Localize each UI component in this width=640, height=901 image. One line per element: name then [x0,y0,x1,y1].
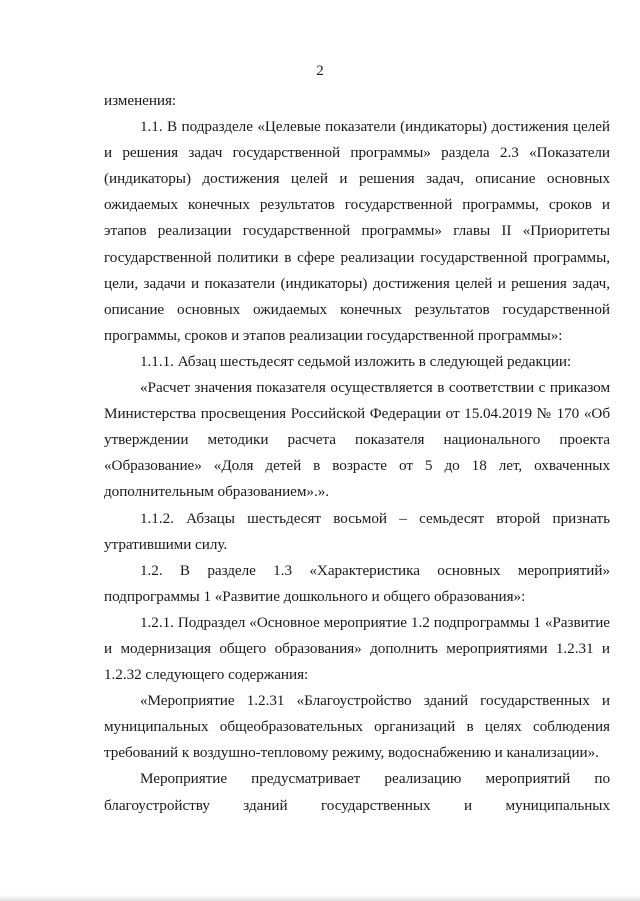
paragraph-measure-1-2-31: «Мероприятие 1.2.31 «Благоустройство зданий государственных и муниципальных общеобразовательных организаций в целях соблюдения требований к воздушно-тепловому режиму, водоснабжению и канализации». [104,692,610,762]
paragraph-1-1: 1.1. В подразделе «Целевые показатели (индикаторы) достижения целей и решения задач государственной программы» раздела 2.3 «Показатели (индикаторы) достижения целей и решения задач, описание основных ожидаемых конечных результатов государственной программы, сроков и этапов реализации государственной программы» главы II «Приоритеты государственной политики в сфере реализации государственной программы, цели, задачи и показатели (индикаторы) достижения целей и решения задач, описание основных ожидаемых конечных результатов государственной программы, сроков и этапов реализации государственной программы»: [104,118,610,344]
paragraph-1-2-1: 1.2.1. Подраздел «Основное мероприятие 1.2 подпрограммы 1 «Развитие и модернизация общего образования» дополнить мероприятиями 1.2.31 и 1.2.32 следующего содержания: [104,613,610,684]
paragraph-1-1-2: 1.1.2. Абзацы шестьдесят восьмой – семьдесят второй признать утратившими силу. [104,509,610,553]
document-body [104,88,610,819]
paragraph-1-2: 1.2. В разделе 1.3 «Характеристика основных мероприятий» подпрограммы 1 «Развитие дошкольного и общего образования»: [104,561,610,605]
paragraph-measure-description: Мероприятие предусматривает реализацию мероприятий по благоустройству зданий государственных и муниципальных [104,770,610,814]
paragraph-1-1-1: 1.1.1. Абзац шестьдесят седьмой изложить в следующей редакции: [140,352,572,370]
paragraph-quote-calculation: «Расчет значения показателя осуществляется в соответствии с приказом Министерства просвещения Российской Федерации от 15.04.2019 № 170 «Об утверждении методики расчета показателя национального проекта «Образование» «Доля детей в возрасте от 5 до 18 лет, охваченных дополнительным образованием».». [104,379,610,501]
paragraph-continuation: изменения: [104,92,177,109]
page-number: 2 [316,63,324,79]
scan-edge-shadow [0,895,640,901]
